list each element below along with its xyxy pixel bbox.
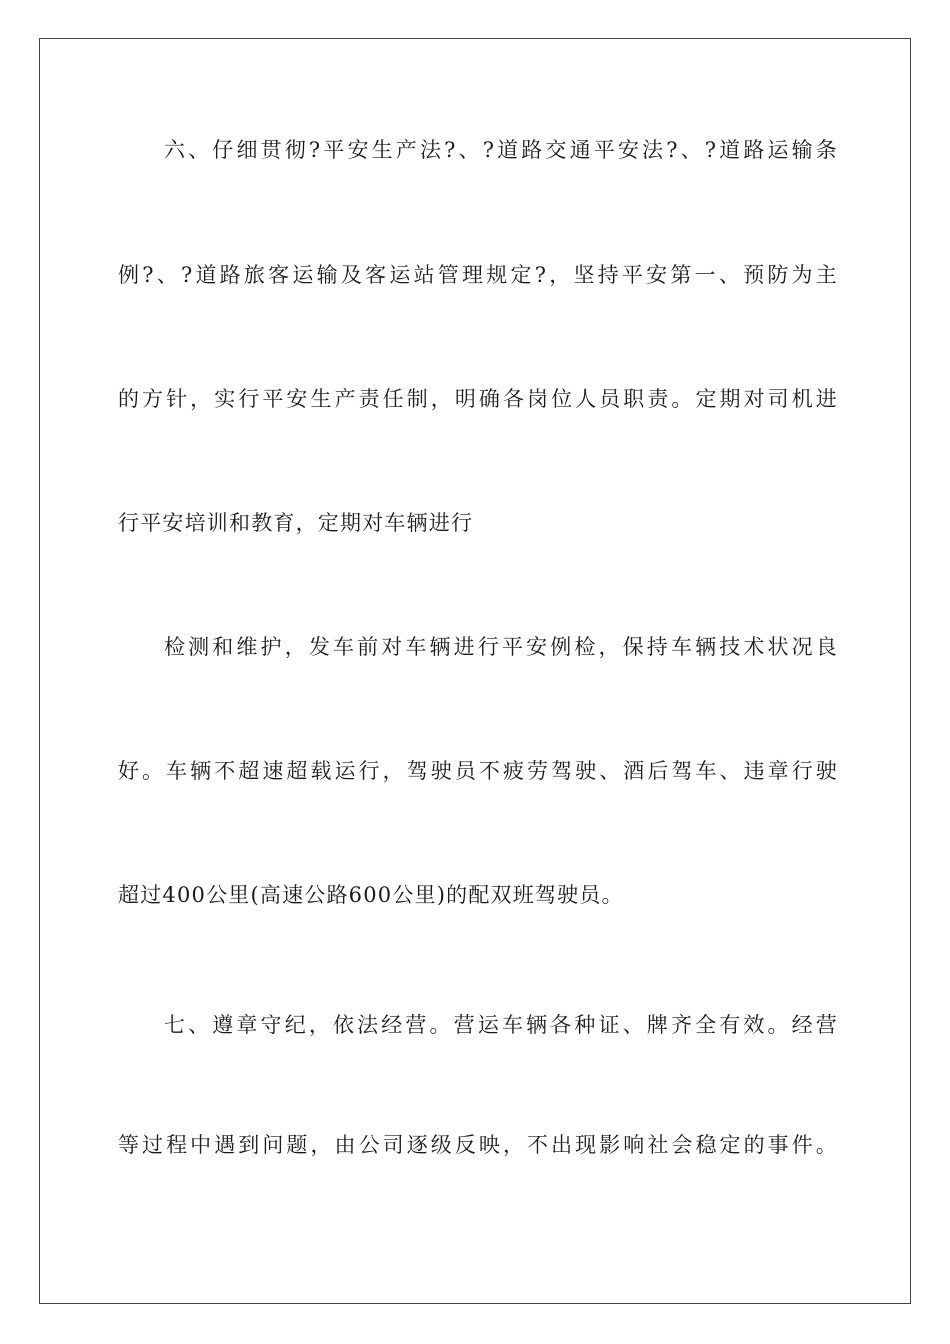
paragraph-2-line-1: 检测和维护，发车前对车辆进行平安例检，保持车辆技术状况良 bbox=[164, 635, 838, 659]
paragraph-3-line-1: 七、遵章守纪，依法经营。营运车辆各种证、牌齐全有效。经营 bbox=[164, 1013, 838, 1037]
paragraph-1-line-2: 例?、?道路旅客运输及客运站管理规定?，坚持平安第一、预防为主 bbox=[118, 263, 838, 287]
paragraph-1-line-1: 六、仔细贯彻?平安生产法?、?道路交通平安法?、?道路运输条 bbox=[164, 138, 838, 162]
paragraph-1-line-3: 的方针，实行平安生产责任制，明确各岗位人员职责。定期对司机进 bbox=[118, 387, 838, 411]
paragraph-2-line-2: 好。车辆不超速超载运行，驾驶员不疲劳驾驶、酒后驾车、违章行驶 bbox=[118, 759, 838, 783]
page-border bbox=[39, 38, 911, 1304]
paragraph-3-line-2: 等过程中遇到问题，由公司逐级反映，不出现影响社会稳定的事件。 bbox=[118, 1133, 838, 1157]
paragraph-1-line-4: 行平安培训和教育，定期对车辆进行 bbox=[118, 511, 474, 535]
paragraph-2-line-3: 超过400公里(高速公路600公里)的配双班驾驶员。 bbox=[118, 883, 624, 907]
